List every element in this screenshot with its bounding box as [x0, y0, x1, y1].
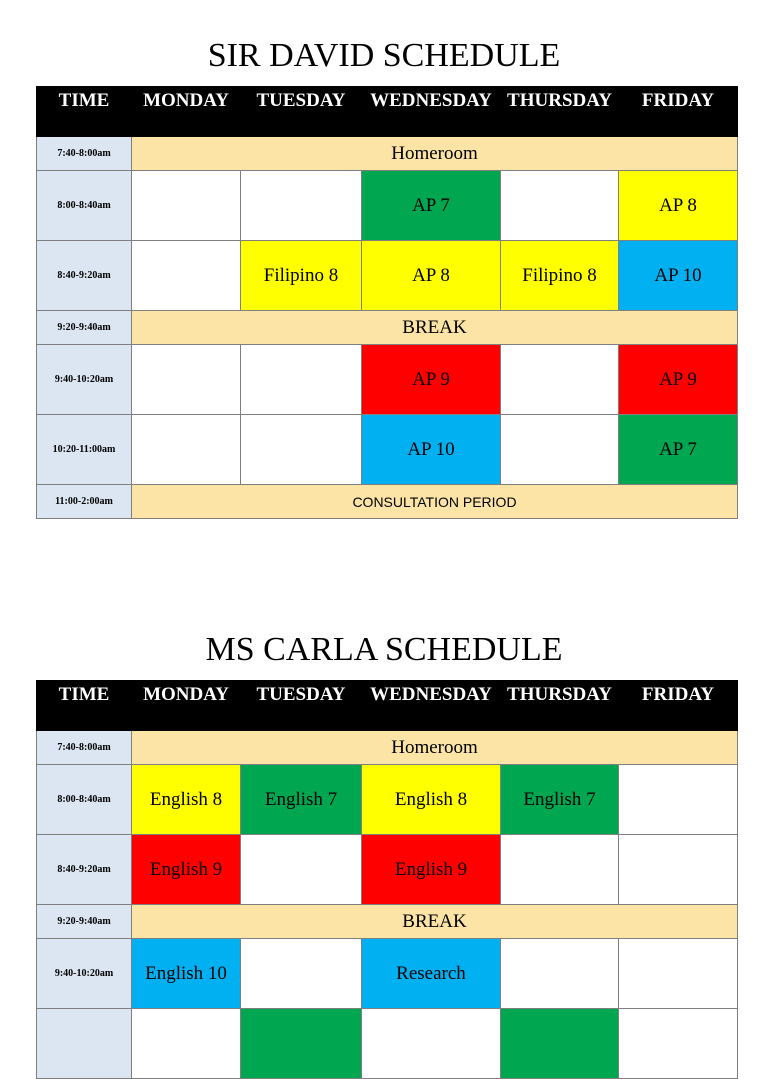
class-cell — [501, 1009, 619, 1079]
table-row — [37, 1009, 738, 1079]
table-row — [37, 345, 738, 415]
time-cell: 10:20-11:00am — [37, 415, 132, 485]
class-cell: AP 7 — [619, 415, 738, 485]
schedule-table — [36, 680, 738, 1079]
class-cell: AP 7 — [362, 171, 501, 241]
class-cell: AP 9 — [362, 345, 501, 415]
span-row — [37, 485, 738, 519]
class-cell — [241, 1009, 362, 1079]
class-cell — [241, 171, 362, 241]
span-row — [37, 731, 738, 765]
span-cell: CONSULTATION PERIOD — [132, 485, 738, 519]
table-row — [37, 765, 738, 835]
class-cell — [619, 765, 738, 835]
table-row — [37, 835, 738, 905]
class-cell — [619, 835, 738, 905]
schedule-title: SIR DAVID SCHEDULE — [207, 37, 561, 74]
span-row — [37, 311, 738, 345]
class-cell: English 9 — [362, 835, 501, 905]
class-cell: AP 8 — [619, 171, 738, 241]
class-cell: English 9 — [132, 835, 241, 905]
span-cell: BREAK — [132, 905, 738, 939]
class-cell: AP 8 — [362, 241, 501, 311]
span-row — [37, 905, 738, 939]
header-friday: FRIDAY — [619, 87, 738, 137]
span-row — [37, 137, 738, 171]
header-time: TIME — [37, 87, 132, 137]
time-cell: 8:00-8:40am — [37, 765, 132, 835]
class-cell — [132, 415, 241, 485]
class-cell — [132, 171, 241, 241]
time-cell: 7:40-8:00am — [37, 137, 132, 171]
time-cell: 11:00-2:00am — [37, 485, 132, 519]
class-cell: Filipino 8 — [501, 241, 619, 311]
table-row — [37, 171, 738, 241]
class-cell: Research — [362, 939, 501, 1009]
class-cell — [132, 1009, 241, 1079]
class-cell — [501, 345, 619, 415]
class-cell: English 10 — [132, 939, 241, 1009]
class-cell: AP 10 — [362, 415, 501, 485]
class-cell — [132, 241, 241, 311]
span-cell: BREAK — [132, 311, 738, 345]
header-time: TIME — [37, 681, 132, 731]
header-monday: MONDAY — [132, 681, 241, 731]
schedule-table — [36, 86, 738, 519]
span-cell: Homeroom — [132, 731, 738, 765]
time-cell: 8:40-9:20am — [37, 835, 132, 905]
class-cell: English 8 — [132, 765, 241, 835]
table-row — [37, 415, 738, 485]
header-thursday: THURSDAY — [501, 87, 619, 137]
class-cell — [241, 835, 362, 905]
header-row — [37, 87, 738, 137]
class-cell — [132, 345, 241, 415]
class-cell — [501, 415, 619, 485]
class-cell — [241, 415, 362, 485]
table-row — [37, 939, 738, 1009]
header-tuesday: TUESDAY — [241, 681, 362, 731]
time-cell: 9:20-9:40am — [37, 311, 132, 345]
time-cell: 8:00-8:40am — [37, 171, 132, 241]
class-cell — [362, 1009, 501, 1079]
time-cell: 7:40-8:00am — [37, 731, 132, 765]
time-cell — [37, 1009, 132, 1079]
time-cell: 8:40-9:20am — [37, 241, 132, 311]
class-cell — [241, 345, 362, 415]
class-cell — [501, 939, 619, 1009]
class-cell: Filipino 8 — [241, 241, 362, 311]
span-cell: Homeroom — [132, 137, 738, 171]
time-cell: 9:40-10:20am — [37, 345, 132, 415]
header-friday: FRIDAY — [619, 681, 738, 731]
class-cell: English 8 — [362, 765, 501, 835]
header-monday: MONDAY — [132, 87, 241, 137]
header-row — [37, 681, 738, 731]
class-cell: English 7 — [501, 765, 619, 835]
class-cell — [619, 939, 738, 1009]
header-thursday: THURSDAY — [501, 681, 619, 731]
class-cell — [619, 1009, 738, 1079]
header-tuesday: TUESDAY — [241, 87, 362, 137]
class-cell — [241, 939, 362, 1009]
header-wednesday: WEDNESDAY — [362, 87, 501, 137]
table-row — [37, 241, 738, 311]
time-cell: 9:40-10:20am — [37, 939, 132, 1009]
class-cell — [501, 835, 619, 905]
class-cell: English 7 — [241, 765, 362, 835]
header-wednesday: WEDNESDAY — [362, 681, 501, 731]
class-cell — [501, 171, 619, 241]
class-cell: AP 9 — [619, 345, 738, 415]
schedule-title: MS CARLA SCHEDULE — [205, 631, 563, 668]
time-cell: 9:20-9:40am — [37, 905, 132, 939]
class-cell: AP 10 — [619, 241, 738, 311]
